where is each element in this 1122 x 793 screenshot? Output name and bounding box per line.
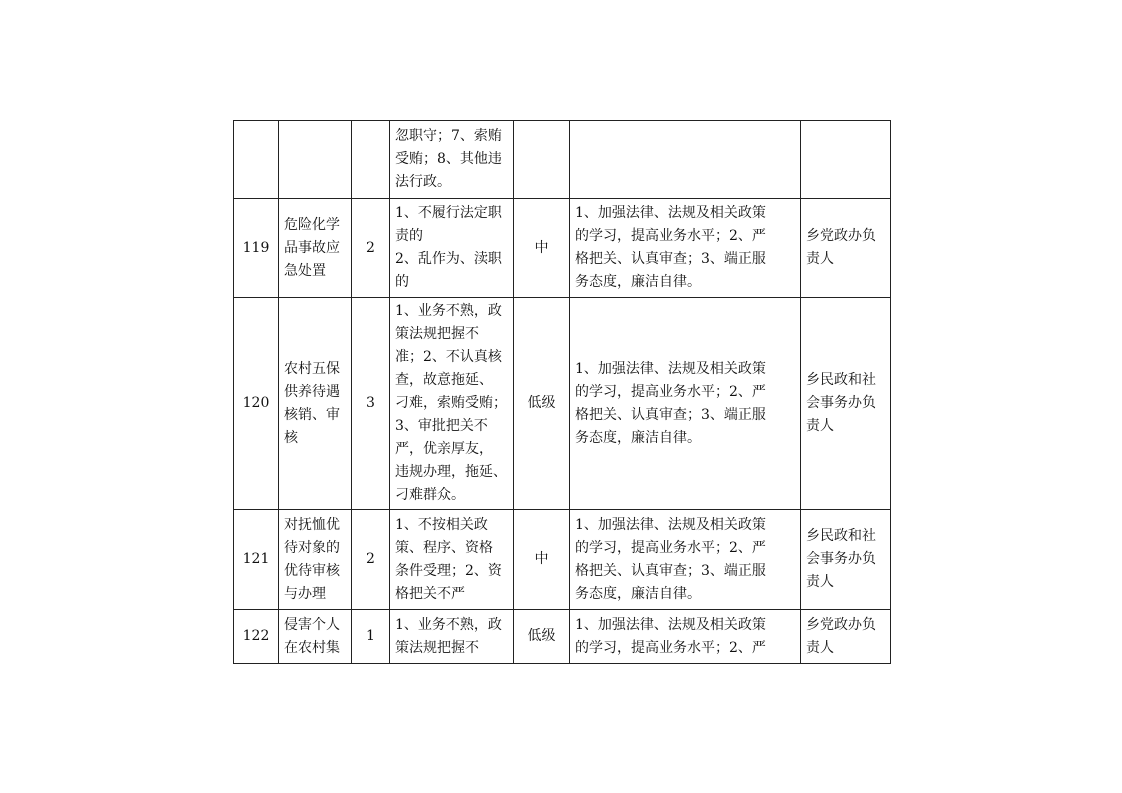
name-line: 在农村集 [284,639,340,656]
owner-line: 乡民政和社 [806,528,876,544]
risk-description [390,610,514,664]
risk-line: 刁难群众。 [395,487,465,503]
risk-line: 策法规把握不 [395,326,479,342]
measure-line: 的学习，提高业务水平；2、严 [575,228,766,244]
prevention-measures [570,610,801,664]
risk-level-number: 1 [352,610,390,664]
row-number: 119 [234,199,279,298]
responsible-owner [801,121,891,199]
owner-line: 乡党政办负 [806,228,876,244]
risk-description [390,298,514,510]
responsible-owner [801,199,891,298]
row-number: 122 [234,610,279,664]
risk-line: 1、不履行法定职 [395,205,502,221]
measure-line: 格把关、认真审查；3、端正服 [575,562,766,579]
risk-line: 忽职守；7、索贿 [395,128,502,144]
risk-grade: 中 [514,199,570,298]
responsible-owner [801,510,891,610]
owner-line: 乡党政办负 [806,616,876,633]
risk-description [390,199,514,298]
name-line: 急处置 [284,262,326,279]
table-row [234,298,891,510]
item-name [279,298,352,510]
risk-line: 受贿；8、其他违 [395,151,502,167]
risk-grade: 中 [514,510,570,610]
risk-line: 条件受理；2、资 [395,562,502,579]
name-line: 核 [284,429,298,446]
item-name [279,121,352,199]
risk-grade: 低级 [514,610,570,664]
name-line: 侵害个人 [284,616,340,633]
risk-line: 违规办理，拖延、 [395,464,507,480]
table-row [234,510,891,610]
owner-line: 责人 [806,418,834,434]
risk-level-number: 2 [352,510,390,610]
measure-line: 的学习，提高业务水平；2、严 [575,539,766,556]
owner-line: 责人 [806,639,834,656]
risk-level-number [352,121,390,199]
risk-line: 查，故意拖延、 [395,372,493,388]
row-number: 121 [234,510,279,610]
risk-line: 刁难，索贿受贿； [395,395,507,411]
measure-line: 务态度，廉洁自律。 [575,429,701,446]
risk-description [390,121,514,199]
row-number: 120 [234,298,279,510]
prevention-measures [570,199,801,298]
measure-line: 1、加强法律、法规及相关政策 [575,205,766,221]
measure-line: 务态度，廉洁自律。 [575,274,701,290]
measure-line: 务态度，廉洁自律。 [575,585,701,602]
row-number [234,121,279,199]
risk-grade [514,121,570,199]
owner-line: 会事务办负 [806,551,876,567]
risk-line: 格把关不严 [395,585,465,602]
name-line: 核销、审 [284,406,340,423]
name-line: 品事故应 [284,239,340,256]
risk-line: 责的 [395,228,423,244]
measure-line: 格把关、认真审查；3、端正服 [575,251,766,267]
item-name [279,199,352,298]
risk-line: 3、审批把关不 [395,418,488,434]
risk-description [390,510,514,610]
risk-line: 1、业务不熟，政 [395,616,502,633]
table-row [234,121,891,199]
table-row [234,610,891,664]
name-line: 对抚恤优 [284,516,340,533]
owner-line: 责人 [806,251,834,267]
owner-line: 责人 [806,574,834,590]
measure-line: 的学习，提高业务水平；2、严 [575,383,766,400]
risk-line: 严，优亲厚友， [395,441,493,457]
item-name [279,610,352,664]
name-line: 农村五保 [284,360,340,377]
name-line: 与办理 [284,585,326,602]
risk-line: 1、业务不熟，政 [395,303,502,319]
responsible-owner [801,298,891,510]
risk-line: 1、不按相关政 [395,516,488,533]
name-line: 优待审核 [284,562,340,579]
responsible-owner [801,610,891,664]
measure-line: 1、加强法律、法规及相关政策 [575,616,766,633]
risk-line: 2、乱作为、渎职 [395,251,502,267]
prevention-measures [570,298,801,510]
risk-line: 准；2、不认真核 [395,349,502,365]
item-name [279,510,352,610]
name-line: 危险化学 [284,216,340,233]
name-line: 供养待遇 [284,383,340,400]
table-row [234,199,891,298]
risk-line: 法行政。 [395,174,451,190]
owner-line: 乡民政和社 [806,372,876,388]
owner-line: 会事务办负 [806,395,876,411]
risk-line: 策法规把握不 [395,639,479,656]
measure-line: 1、加强法律、法规及相关政策 [575,360,766,377]
risk-level-number: 2 [352,199,390,298]
risk-line: 的 [395,274,409,290]
prevention-measures [570,510,801,610]
risk-grade: 低级 [514,298,570,510]
measure-line: 1、加强法律、法规及相关政策 [575,516,766,533]
prevention-measures [570,121,801,199]
risk-line: 策、程序、资格 [395,539,493,556]
risk-level-number: 3 [352,298,390,510]
measure-line: 的学习，提高业务水平；2、严 [575,639,766,656]
measure-line: 格把关、认真审查；3、端正服 [575,406,766,423]
risk-table [233,120,891,664]
name-line: 待对象的 [284,539,340,556]
